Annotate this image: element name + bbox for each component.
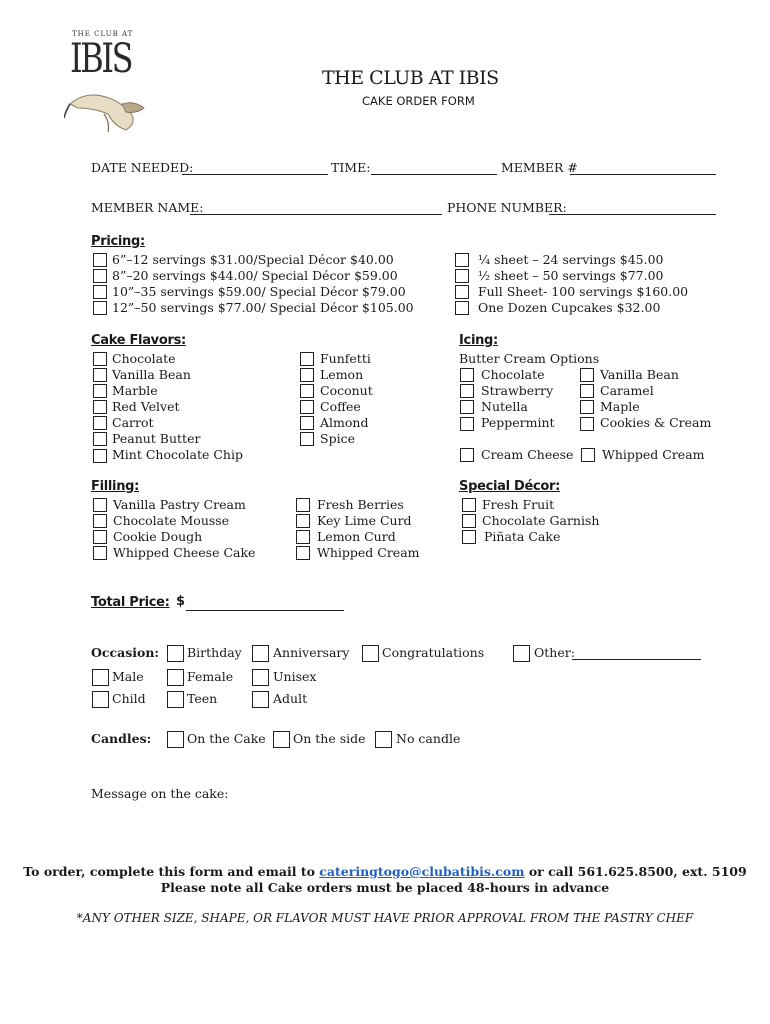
flavor-vanilla-bean-label: Vanilla Bean (112, 367, 191, 382)
pricing-cupcakes-checkbox[interactable] (455, 301, 469, 315)
pricing-12in-checkbox[interactable] (93, 301, 107, 315)
filling-cookie-dough-label: Cookie Dough (113, 529, 203, 544)
decor-fresh-fruit-label: Fresh Fruit (482, 497, 555, 512)
filling-cookie-dough-checkbox[interactable] (93, 530, 107, 544)
flavor-spice-checkbox[interactable] (300, 432, 314, 446)
time-label: TIME: (331, 160, 371, 175)
logo-top-text: THE CLUB AT (72, 30, 134, 38)
occasion-congratulations-label: Congratulations (382, 645, 485, 660)
pricing-6in-checkbox[interactable] (93, 253, 107, 267)
total-price-label: Total Price: (91, 595, 170, 610)
flavor-spice-label: Spice (320, 431, 355, 446)
pricing-10in-label: 10”–35 servings $59.00/ Special Décor $79.00 (112, 284, 406, 299)
icing-chocolate-label: Chocolate (481, 367, 545, 382)
filling-chocolate-mousse-label: Chocolate Mousse (113, 513, 230, 528)
decor-chocolate-garnish-checkbox[interactable] (462, 514, 476, 528)
occasion-teen-checkbox[interactable] (167, 691, 184, 708)
pricing-8in-checkbox[interactable] (93, 269, 107, 283)
occasion-female-label: Female (187, 669, 234, 684)
occasion-child-label: Child (112, 691, 146, 706)
icing-cookies-cream-label: Cookies & Cream (600, 415, 712, 430)
pricing-quarter-sheet-label: ¼ sheet – 24 servings $45.00 (478, 252, 664, 267)
filling-whipped-cream-label: Whipped Cream (317, 545, 420, 560)
occasion-congratulations-checkbox[interactable] (362, 645, 379, 662)
icing-whipped-cream-label: Whipped Cream (602, 447, 705, 462)
candles-on-side-label: On the side (293, 731, 366, 746)
icing-maple-checkbox[interactable] (580, 400, 594, 414)
occasion-birthday-label: Birthday (187, 645, 242, 660)
icing-chocolate-checkbox[interactable] (460, 368, 474, 382)
occasion-male-label: Male (112, 669, 144, 684)
flavor-funfetti-label: Funfetti (320, 351, 371, 366)
member-name-label: MEMBER NAME: (91, 200, 204, 215)
icing-peppermint-label: Peppermint (481, 415, 555, 430)
special-decor-heading: Special Décor: (459, 479, 561, 494)
pricing-half-sheet-checkbox[interactable] (455, 269, 469, 283)
occasion-male-checkbox[interactable] (92, 669, 109, 686)
phone-number-field[interactable] (549, 202, 716, 215)
flavor-mint-chocolate-chip-label: Mint Chocolate Chip (112, 447, 243, 462)
flavor-chocolate-checkbox[interactable] (93, 352, 107, 366)
pricing-heading: Pricing: (91, 234, 145, 249)
icing-vanilla-bean-label: Vanilla Bean (600, 367, 679, 382)
ibis-bird-icon (64, 74, 146, 134)
occasion-other-label: Other: (534, 645, 575, 660)
icing-caramel-label: Caramel (600, 383, 654, 398)
flavor-almond-checkbox[interactable] (300, 416, 314, 430)
occasion-anniversary-checkbox[interactable] (252, 645, 269, 662)
icing-cream-cheese-label: Cream Cheese (481, 447, 574, 462)
icing-maple-label: Maple (600, 399, 640, 414)
pricing-half-sheet-label: ½ sheet – 50 servings $77.00 (478, 268, 664, 283)
pricing-full-sheet-label: Full Sheet- 100 servings $160.00 (478, 284, 689, 299)
total-price-field[interactable] (186, 597, 344, 611)
filling-whipped-cheese-cake-checkbox[interactable] (93, 546, 107, 560)
flavor-vanilla-bean-checkbox[interactable] (93, 368, 107, 382)
member-number-field[interactable] (570, 162, 716, 175)
occasion-label: Occasion: (91, 645, 160, 660)
filling-heading: Filling: (91, 479, 140, 494)
pricing-8in-label: 8”–20 servings $44.00/ Special Décor $59.00 (112, 268, 398, 283)
filling-whipped-cheese-cake-label: Whipped Cheese Cake (113, 545, 256, 560)
member-name-field[interactable] (190, 202, 442, 215)
filling-lemon-curd-checkbox[interactable] (296, 530, 310, 544)
flavor-mint-chocolate-chip-checkbox[interactable] (93, 449, 107, 463)
occasion-female-checkbox[interactable] (167, 669, 184, 686)
flavor-coconut-checkbox[interactable] (300, 384, 314, 398)
icing-nutella-label: Nutella (481, 399, 528, 414)
flavor-marble-checkbox[interactable] (93, 384, 107, 398)
occasion-adult-checkbox[interactable] (252, 691, 269, 708)
filling-chocolate-mousse-checkbox[interactable] (93, 514, 107, 528)
occasion-teen-label: Teen (187, 691, 218, 706)
filling-whipped-cream-checkbox[interactable] (296, 546, 310, 560)
flavor-coffee-label: Coffee (320, 399, 361, 414)
icing-vanilla-bean-checkbox[interactable] (580, 368, 594, 382)
candles-on-cake-checkbox[interactable] (167, 731, 184, 748)
flavor-lemon-checkbox[interactable] (300, 368, 314, 382)
occasion-other-checkbox[interactable] (513, 645, 530, 662)
form-subtitle: CAKE ORDER FORM (362, 94, 475, 108)
filling-lemon-curd-label: Lemon Curd (317, 529, 396, 544)
date-needed-label: DATE NEEDED: (91, 160, 194, 175)
pricing-full-sheet-checkbox[interactable] (455, 285, 469, 299)
total-price-currency: $ (176, 594, 186, 609)
advance-notice: Please note all Cake orders must be placed 48-hours in advance (160, 880, 610, 895)
flavor-funfetti-checkbox[interactable] (300, 352, 314, 366)
flavor-red-velvet-checkbox[interactable] (93, 400, 107, 414)
occasion-unisex-checkbox[interactable] (252, 669, 269, 686)
candles-none-checkbox[interactable] (375, 731, 392, 748)
pricing-12in-label: 12”–50 servings $77.00/ Special Décor $105.00 (112, 300, 414, 315)
occasion-birthday-checkbox[interactable] (167, 645, 184, 662)
cake-flavors-heading: Cake Flavors: (91, 333, 186, 348)
logo-main-text: IBIS (70, 36, 132, 82)
pastry-chef-disclaimer: *ANY OTHER SIZE, SHAPE, OR FLAVOR MUST HAVE PRIOR APPROVAL FROM THE PASTRY CHEF (76, 911, 694, 925)
order-prefix-text: To order, complete this form and email to (23, 864, 315, 879)
occasion-child-checkbox[interactable] (92, 691, 109, 708)
club-logo (64, 30, 146, 130)
candles-on-cake-label: On the Cake (187, 731, 266, 746)
order-instructions (0, 864, 770, 879)
flavor-marble-label: Marble (112, 383, 158, 398)
flavor-carrot-checkbox[interactable] (93, 416, 107, 430)
icing-whipped-cream-checkbox[interactable] (581, 448, 595, 462)
filling-key-lime-curd-label: Key Lime Curd (317, 513, 412, 528)
flavor-chocolate-label: Chocolate (112, 351, 176, 366)
flavor-peanut-butter-label: Peanut Butter (112, 431, 201, 446)
filling-vanilla-pastry-cream-checkbox[interactable] (93, 498, 107, 512)
icing-strawberry-label: Strawberry (481, 383, 554, 398)
flavor-coconut-label: Coconut (320, 383, 373, 398)
filling-vanilla-pastry-cream-label: Vanilla Pastry Cream (113, 497, 246, 512)
flavor-peanut-butter-checkbox[interactable] (93, 432, 107, 446)
flavor-lemon-label: Lemon (320, 367, 364, 382)
icing-nutella-checkbox[interactable] (460, 400, 474, 414)
decor-fresh-fruit-checkbox[interactable] (462, 498, 476, 512)
flavor-carrot-label: Carrot (112, 415, 154, 430)
icing-caramel-checkbox[interactable] (580, 384, 594, 398)
order-suffix-text: or call 561.625.8500, ext. 5109 (528, 864, 747, 879)
filling-fresh-berries-checkbox[interactable] (296, 498, 310, 512)
pricing-6in-label: 6”–12 servings $31.00/Special Décor $40.00 (112, 252, 394, 267)
pricing-quarter-sheet-checkbox[interactable] (455, 253, 469, 267)
icing-subheading: Butter Cream Options (459, 351, 600, 366)
pricing-cupcakes-label: One Dozen Cupcakes $32.00 (478, 300, 661, 315)
icing-cream-cheese-checkbox[interactable] (460, 448, 474, 462)
message-field[interactable] (91, 804, 711, 852)
filling-key-lime-curd-checkbox[interactable] (296, 514, 310, 528)
filling-fresh-berries-label: Fresh Berries (317, 497, 404, 512)
flavor-almond-label: Almond (320, 415, 369, 430)
occasion-unisex-label: Unisex (273, 669, 317, 684)
decor-chocolate-garnish-label: Chocolate Garnish (482, 513, 600, 528)
time-field[interactable] (371, 162, 497, 175)
candles-on-side-checkbox[interactable] (273, 731, 290, 748)
occasion-other-field[interactable] (572, 647, 701, 660)
decor-pinata-cake-label: Piñata Cake (484, 529, 561, 544)
phone-number-label: PHONE NUMBER: (447, 200, 567, 215)
candles-none-label: No candle (396, 731, 461, 746)
member-number-label: MEMBER # (501, 160, 578, 175)
pricing-10in-checkbox[interactable] (93, 285, 107, 299)
message-label: Message on the cake: (91, 786, 229, 801)
catering-email-link[interactable]: cateringtogo@clubatibis.com (319, 864, 525, 879)
candles-label: Candles: (91, 731, 152, 746)
icing-heading: Icing: (459, 333, 498, 348)
icing-strawberry-checkbox[interactable] (460, 384, 474, 398)
icing-peppermint-checkbox[interactable] (460, 417, 474, 431)
decor-pinata-cake-checkbox[interactable] (462, 530, 476, 544)
occasion-anniversary-label: Anniversary (273, 645, 350, 660)
date-needed-field[interactable] (182, 162, 328, 175)
icing-cookies-cream-checkbox[interactable] (580, 417, 594, 431)
occasion-adult-label: Adult (273, 691, 308, 706)
flavor-red-velvet-label: Red Velvet (112, 399, 180, 414)
flavor-coffee-checkbox[interactable] (300, 400, 314, 414)
form-title: THE CLUB AT IBIS (322, 67, 499, 89)
